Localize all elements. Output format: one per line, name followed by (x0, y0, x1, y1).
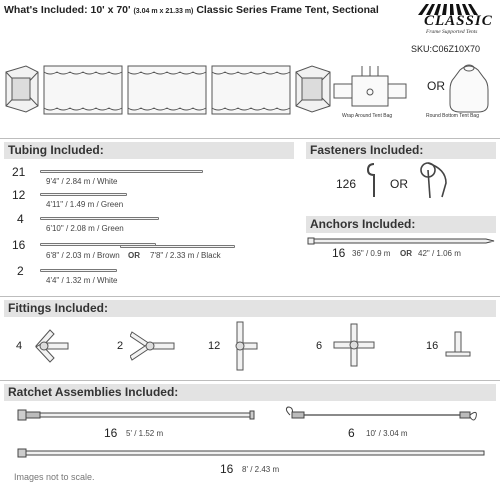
tube-label: 4'11" / 1.49 m / Green (46, 200, 124, 209)
tube-label-b: 7'8" / 2.33 m / Black (150, 251, 221, 260)
ratchet-strap-short-icon (16, 406, 256, 424)
section-divider (0, 296, 500, 297)
tube-bar (40, 193, 127, 196)
round-bottom-bag-icon (446, 60, 492, 116)
anchor-or-text: OR (400, 249, 412, 258)
tube-label: 4'4" / 1.32 m / White (46, 276, 118, 285)
tube-qty: 2 (17, 264, 24, 278)
fastener-or-text: OR (390, 177, 408, 191)
j-hook-pin-icon (364, 162, 384, 200)
lynch-pin-icon (418, 160, 458, 200)
stake-anchor-icon (306, 236, 496, 246)
three-way-fitting-icon (32, 326, 70, 366)
section-divider (0, 138, 500, 139)
tent-sections-illustration (4, 62, 334, 120)
ratchet-cable-icon (282, 406, 482, 424)
ratchet-qty: 6 (348, 426, 355, 440)
tube-label-a: 6'8" / 2.03 m / Brown (46, 251, 120, 260)
tent-end-right (296, 66, 330, 112)
page-title (4, 4, 379, 16)
foot-plate-icon (444, 330, 472, 360)
tube-or-text: OR (128, 251, 140, 260)
anchor-label-a: 36" / 0.9 m (352, 249, 391, 258)
wrap-bag-label: Wrap Around Tent Bag (342, 113, 393, 119)
fastener-qty: 126 (336, 177, 357, 191)
fitting-qty: 2 (117, 340, 124, 352)
fitting-qty: 6 (316, 340, 323, 352)
tent-panel-3 (212, 66, 290, 114)
fitting-qty: 4 (16, 340, 23, 352)
fittings-heading: Fittings Included: (4, 300, 496, 317)
bags-or-text: OR (427, 79, 445, 93)
tube-bar-b (120, 245, 235, 248)
tube-label: 9'4" / 2.84 m / White (46, 177, 118, 186)
fitting-qty: 16 (426, 340, 439, 352)
brand-logo (410, 2, 496, 38)
ratchet-qty: 16 (220, 462, 234, 476)
anchor-label-b: 42" / 1.06 m (418, 249, 461, 258)
tent-end-left (6, 66, 38, 112)
tube-label: 6'10" / 2.08 m / Green (46, 224, 124, 233)
fasteners-heading: Fasteners Included: (306, 142, 496, 159)
tube-qty: 4 (17, 212, 24, 226)
tee-fitting-icon (228, 320, 258, 372)
sku-text: SKU:C06Z10X70 (411, 44, 481, 54)
tube-bar (40, 269, 117, 272)
logo-wordmark: CLASSIC (424, 13, 493, 29)
ratchets-heading: Ratchet Assemblies Included: (4, 384, 496, 401)
fitting-qty: 12 (208, 340, 221, 352)
tube-bar (40, 217, 159, 220)
ratchet-label: 10' / 3.04 m (366, 429, 408, 438)
title-main: What's Included: 10' x 70' (4, 4, 131, 16)
tube-bar (40, 170, 203, 173)
ratchet-label: 5' / 1.52 m (126, 429, 164, 438)
anchor-qty: 16 (332, 246, 346, 260)
scale-note: Images not to scale. (14, 472, 95, 482)
tubing-heading: Tubing Included: (4, 142, 294, 159)
tube-qty: 21 (12, 165, 26, 179)
anchors-heading: Anchors Included: (306, 216, 496, 233)
round-bag-label: Round Bottom Tent Bag (426, 113, 479, 119)
tube-qty: 12 (12, 188, 26, 202)
tent-panel-1 (44, 66, 122, 114)
title-metric: (3.04 m x 21.33 m) (133, 8, 194, 15)
logo-tagline: Frame Supported Tents (426, 29, 478, 35)
section-divider (0, 380, 500, 381)
ratchet-strap-long-icon (16, 446, 488, 460)
tent-panel-2 (128, 66, 206, 114)
tube-qty: 16 (12, 238, 26, 252)
title-tail: Classic Series Frame Tent, Sectional (196, 4, 379, 16)
cross-fitting-icon (332, 322, 376, 368)
ratchet-qty: 16 (104, 426, 118, 440)
peak-fitting-icon (130, 326, 178, 366)
ratchet-label: 8' / 2.43 m (242, 465, 280, 474)
wrap-around-bag-icon (332, 62, 412, 114)
